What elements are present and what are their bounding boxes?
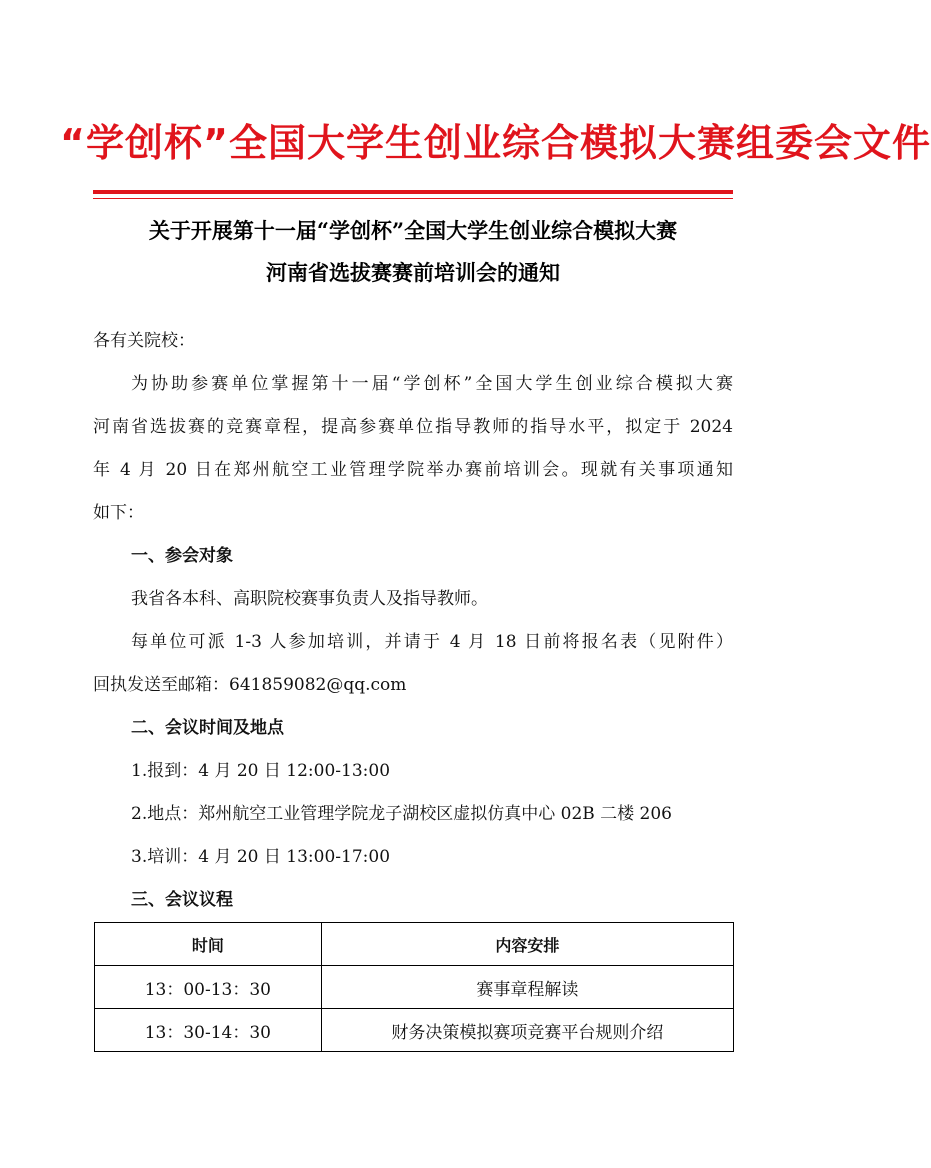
section1-line1: 我省各本科、高职院校赛事负责人及指导教师。 (131, 589, 488, 609)
table-row (95, 966, 734, 1009)
intro-line-1: 为协助参赛单位掌握第十一届“学创杯”全国大学生创业综合模拟大赛 (131, 374, 733, 394)
section1-line3: 回执发送至邮箱：641859082@qq.com (93, 675, 407, 695)
agenda-cell-content: 财务决策模拟赛项竞赛平台规则介绍 (321, 1009, 733, 1052)
table-row (95, 1009, 734, 1052)
intro-line-2: 河南省选拔赛的竞赛章程，提高参赛单位指导教师的指导水平，拟定于 2024 (93, 417, 733, 437)
agenda-table (94, 922, 734, 1052)
section2-item3: 3.培训：4 月 20 日 13:00-17:00 (131, 847, 391, 867)
salutation: 各有关院校： (93, 331, 195, 351)
header-rule-thin (93, 198, 733, 199)
agenda-cell-content: 赛事章程解读 (321, 966, 733, 1009)
agenda-header-row (95, 923, 734, 966)
section2-heading: 二、会议时间及地点 (131, 718, 284, 738)
notice-title-line2: 河南省选拔赛赛前培训会的通知 (266, 260, 560, 285)
section2-item2: 2.地点：郑州航空工业管理学院龙子湖校区虚拟仿真中心 02B 二楼 206 (131, 804, 673, 824)
intro-line-4: 如下： (93, 503, 144, 523)
agenda-cell-time: 13：30-14：30 (95, 1009, 322, 1052)
section2-item1: 1.报到：4 月 20 日 12:00-13:00 (131, 761, 391, 781)
section1-line2: 每单位可派 1-3 人参加培训，并请于 4 月 18 日前将报名表（见附件） (131, 632, 733, 652)
agenda-header-content: 内容安排 (321, 923, 733, 966)
section1-heading: 一、参会对象 (131, 546, 233, 566)
header-rule-thick (93, 190, 733, 194)
intro-line-3: 年 4 月 20 日在郑州航空工业管理学院举办赛前培训会。现就有关事项通知 (93, 460, 733, 480)
header-title: “学创杯”全国大学生创业综合模拟大赛组委会文件 (60, 121, 931, 165)
agenda-header-time: 时间 (95, 923, 322, 966)
notice-title-line1: 关于开展第十一届“学创杯”全国大学生创业综合模拟大赛 (148, 218, 678, 243)
section3-heading: 三、会议议程 (131, 890, 233, 910)
agenda-cell-time: 13：00-13：30 (95, 966, 322, 1009)
